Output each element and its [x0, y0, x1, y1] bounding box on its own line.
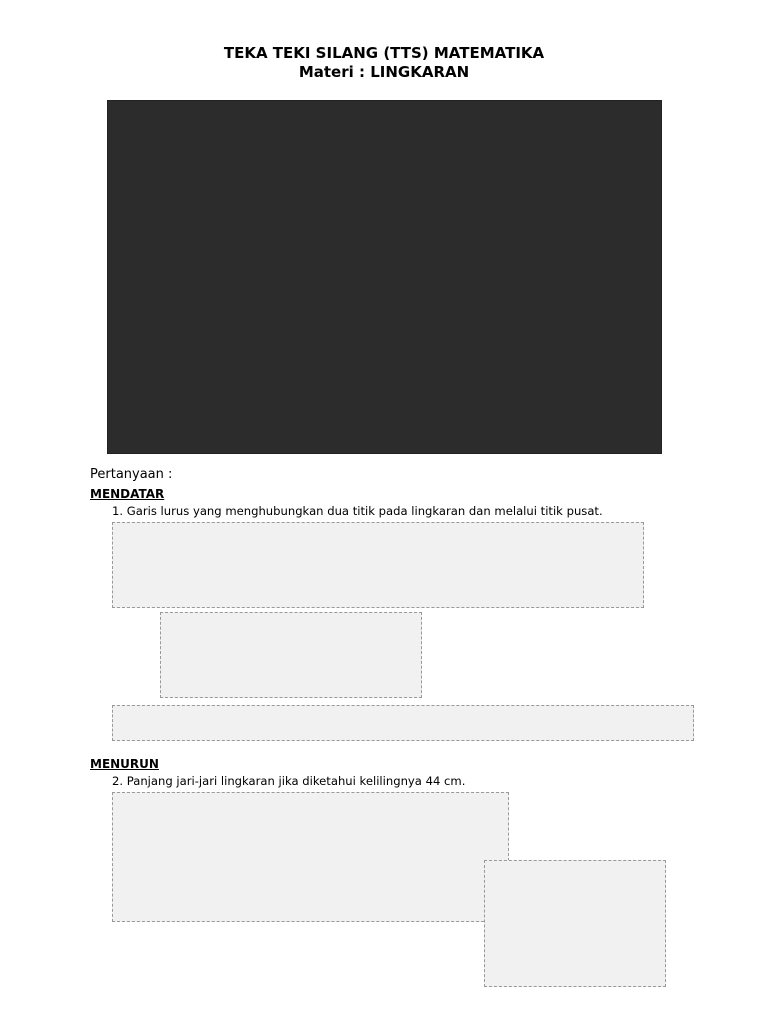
questions-heading: Pertanyaan : [90, 467, 173, 482]
menurun-first-line: 2. Panjang jari-jari lingkaran jika diketahui kelilingnya 44 cm. [112, 774, 466, 788]
mendatar-first-line: 1. Garis lurus yang menghubungkan dua titik pada lingkaran dan melalui titik pusat. [112, 504, 603, 518]
mendatar-list-placeholder [112, 522, 644, 608]
menurun-list-placeholder [112, 792, 509, 922]
circle-figure-placeholder [160, 612, 422, 698]
crossword-grid [107, 100, 662, 454]
mendatar-label: MENDATAR [90, 487, 165, 501]
question-7-placeholder [112, 705, 694, 741]
star-figure-placeholder [484, 860, 666, 987]
page-title: TEKA TEKI SILANG (TTS) MATEMATIKA [223, 44, 545, 62]
page-subtitle: Materi : LINGKARAN [298, 63, 470, 81]
menurun-label: MENURUN [90, 757, 159, 771]
